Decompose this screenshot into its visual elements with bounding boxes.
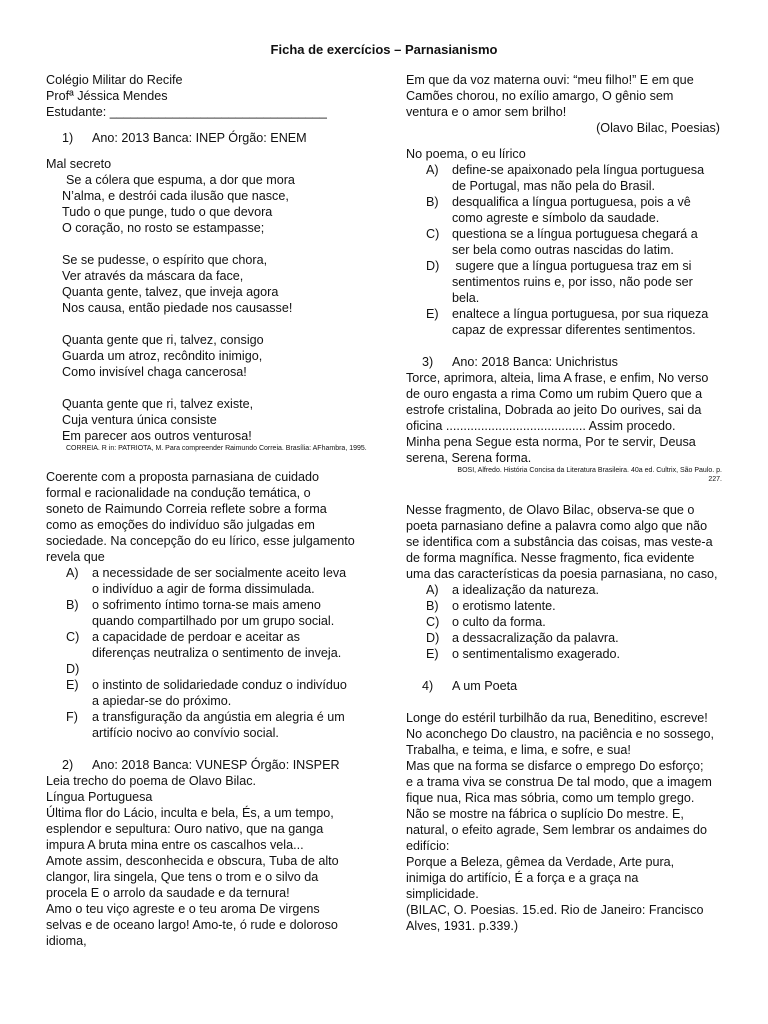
question-3-prompt: Nesse fragmento, de Olavo Bilac, observa-se que o poeta parnasiano define a palavra como algo que não se identifica com a substância das coisas, mas veste-a de forma magnífica. Nesse fragmento, fica evidente uma das características da poesia parnasiana, no caso,	[406, 503, 718, 581]
answer-option-f[interactable]: F) a transfiguração da angústia em alegria é um artifício nocivo ao convívio social.	[66, 710, 345, 740]
student-field: Estudante: _______________________________	[46, 105, 327, 119]
question-3-heading: 3) Ano: 2018 Banca: Unichristus	[422, 355, 618, 369]
answer-option-a[interactable]: A) a idealização da natureza.	[426, 583, 600, 597]
poem-stanza: Quanta gente que ri, talvez existe, Cuja ventura única consiste Em parecer aos outros venturosa!	[62, 397, 254, 443]
left-column	[46, 72, 382, 949]
answer-option-b[interactable]: B) o sofrimento íntimo torna-se mais ameno quando compartilhado por um grupo social.	[66, 598, 335, 628]
answer-option-a[interactable]: A) define-se apaixonado pela língua portuguesa de Portugal, mas não pela do Brasil.	[426, 163, 705, 193]
question-2-text-continued: Em que da voz materna ouvi: “meu filho!” E em que Camões chorou, no exílio amargo, O gênio sem ventura e o amor sem brilho!	[406, 73, 694, 119]
answer-option-c[interactable]: C) o culto da forma.	[426, 615, 546, 629]
answer-option-c[interactable]: C) questiona se a língua portuguesa chegará a ser bela como outras nascidas do latim.	[426, 227, 698, 257]
question-4-heading: 4) A um Poeta	[422, 679, 518, 693]
question-1-prompt: Coerente com a proposta parnasiana de cuidado formal e racionalidade na condução temática, o soneto de Raimundo Correia reflete sobre a forma como as emoções do indivíduo são julgadas em sociedade. Na concepção do eu lírico, esse julgamento revela que	[46, 470, 355, 564]
answer-option-c[interactable]: C) a capacidade de perdoar e aceitar as diferenças neutraliza o sentimento de inveja.	[66, 630, 342, 660]
answer-option-a[interactable]: A) a necessidade de ser socialmente aceito leva o indivíduo a agir de forma dissimulada.	[66, 566, 347, 596]
poem-source: CORREIA. R in: PATRIOTA, M. Para compreender Raimundo Correia. Brasília: AFhambra, 1995.	[66, 445, 367, 452]
question-2-heading: 2) Ano: 2018 Banca: VUNESP Órgão: INSPER	[62, 758, 340, 772]
answer-option-b[interactable]: B) desqualifica a língua portuguesa, pois a vê como agreste e símbolo da saudade.	[426, 195, 691, 225]
poem-stanza: Se se pudesse, o espírito que chora, Ver através da máscara da face, Quanta gente, talvez, que inveja agora Nos causa, então piedade nos causasse!	[62, 253, 293, 315]
poem-attribution: (Olavo Bilac, Poesias)	[596, 121, 720, 135]
question-2-prompt: No poema, o eu lírico	[406, 147, 526, 161]
question-1-heading: 1) Ano: 2013 Banca: INEP Órgão: ENEM	[62, 131, 307, 145]
answer-option-d[interactable]: D) sugere que a língua portuguesa traz em si sentimentos ruins e, por isso, não pode ser bela.	[426, 259, 693, 305]
poem-stanza: Se a cólera que espuma, a dor que mora N’alma, e destrói cada ilusão que nasce, Tudo o que punge, tudo o que devora O coração, no rosto se estampasse;	[62, 173, 295, 235]
question-2-text: Leia trecho do poema de Olavo Bilac. Língua Portuguesa Última flor do Lácio, inculta e bela, És, a um tempo, esplendor e sepultura: Ouro nativo, que na ganga impura A bruta mina entre os cascalhos vela... Amote assim, desconhecida e obscura, Tuba de alto clangor, lira singela, Que tens o trom e o silvo da procela E o arrolo da saudade e da ternura! Amo o teu viço agreste e o teu aroma De virgens selvas e de oceano largo! Amo-te, ó rude e doloroso idioma,	[46, 774, 339, 948]
question-4-poem: Longe do estéril turbilhão da rua, Beneditino, escreve! No aconchego Do claustro, na paciência e no sossego, Trabalha, e teima, e lima, e sofre, e sua! Mas que na forma se disfarce o emprego Do esforço; e a trama viva se construa De tal modo, que a imagem fique nua, Rica mas sóbria, como um templo grego. Não se mostre na fábrica o suplício Do mestre. E, natural, o efeito agrade, Sem lembrar os andaimes do edifício: Porque a Beleza, gêmea da Verdade, Arte pura, inimiga do artifício, É a força e a graça na simplicidade. (BILAC, O. Poesias. 15.ed. Rio de Janeiro: Francisco Alves, 1931. p.339.)	[406, 711, 715, 933]
fragment-source-page: 227.	[708, 476, 722, 483]
answer-option-d[interactable]: D)	[66, 662, 80, 676]
answer-option-e[interactable]: E) o instinto de solidariedade conduz o indivíduo a apiedar-se do próximo.	[66, 678, 347, 708]
teacher-name: Profª Jéssica Mendes	[46, 89, 168, 103]
school-name: Colégio Militar do Recife	[46, 73, 183, 87]
question-3-text: Torce, aprimora, alteia, lima A frase, e enfim, No verso de ouro engasta a rima Como um rubim Quero que a estrofe cristalina, Dobrada ao jeito Do ourives, sai da oficina ........................................ Assim procedo. Minha pena Segue esta norma, Por te servir, Deusa serena, Serena forma.	[406, 371, 709, 465]
answer-option-d[interactable]: D) a dessacralização da palavra.	[426, 631, 619, 645]
poem-title: Mal secreto	[46, 157, 112, 171]
answer-option-e[interactable]: E) enaltece a língua portuguesa, por sua riqueza capaz de expressar diferentes sentimentos.	[426, 307, 709, 337]
fragment-source: BOSI, Alfredo. História Concisa da Literatura Brasileira. 40a ed. Cultrix, São Paulo. p.	[457, 467, 722, 474]
answer-option-b[interactable]: B) o erotismo latente.	[426, 599, 556, 613]
right-column	[406, 72, 726, 934]
page-title: Ficha de exercícios – Parnasianismo	[270, 42, 498, 57]
poem-stanza: Quanta gente que ri, talvez, consigo Guarda um atroz, recôndito inimigo, Como invisível chaga cancerosa!	[62, 333, 264, 379]
answer-option-e[interactable]: E) o sentimentalismo exagerado.	[426, 647, 621, 661]
